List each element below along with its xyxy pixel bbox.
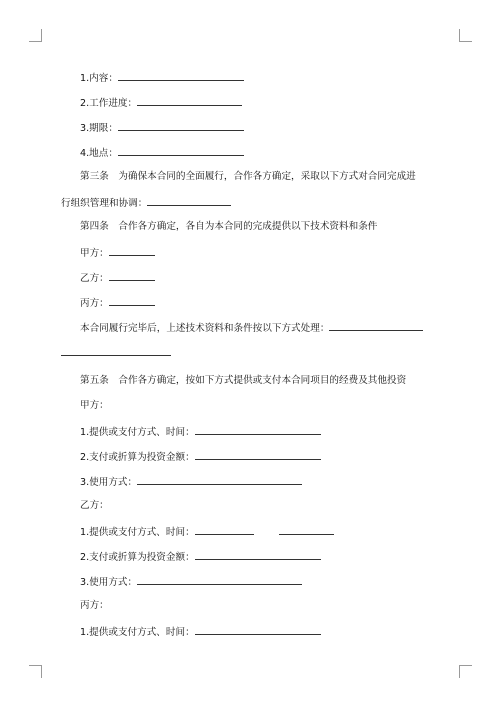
term-item [80, 120, 244, 135]
investment-amount-label: 2.支付或折算为投资金额： [80, 452, 195, 463]
payment-method-blank[interactable] [195, 524, 254, 535]
usage-blank[interactable] [137, 574, 302, 585]
party-a-label: 甲方： [80, 248, 109, 259]
party-c-materials [80, 295, 155, 310]
progress-blank[interactable] [137, 95, 242, 106]
party-a-materials [80, 245, 155, 260]
party-a-investment-amount [80, 449, 321, 464]
party-b-payment-method [80, 524, 334, 539]
crop-mark-bottom-right [459, 665, 472, 678]
investment-amount-label: 2.支付或折算为投资金额： [80, 552, 195, 563]
party-a-payment-method [80, 424, 321, 439]
article-3-text: 第三条 为确保本合同的全面履行，合作各方确定，采取以下方式对合同完成进 [80, 171, 416, 182]
party-b-blank[interactable] [109, 270, 155, 281]
content-label: 1.内容： [80, 73, 118, 84]
materials-disposal [80, 320, 423, 335]
party-c-blank[interactable] [109, 295, 155, 306]
materials-disposal-label: 本合同履行完毕后，上述技术资料和条件按以下方式处理： [80, 323, 330, 334]
article-3-continuation [61, 195, 231, 210]
article-4-text: 第四条 合作各方确定，各自为本合同的完成提供以下技术资料和条件 [80, 221, 378, 232]
payment-method-blank[interactable] [195, 424, 321, 435]
section-party-b: 乙方： [80, 500, 109, 511]
payment-method-blank[interactable] [195, 624, 321, 635]
crop-mark-top-left [29, 29, 42, 42]
payment-method-label: 1.提供或支付方式、时间： [80, 427, 195, 438]
party-b-label: 乙方： [80, 273, 109, 284]
content-item [80, 70, 244, 85]
party-c-payment-method [80, 624, 321, 639]
payment-method-label: 1.提供或支付方式、时间： [80, 627, 195, 638]
usage-label: 3.使用方式： [80, 477, 138, 488]
coordination-label: 行组织管理和协调： [61, 198, 148, 209]
crop-mark-top-right [459, 29, 472, 42]
term-blank[interactable] [118, 120, 244, 131]
party-b-usage [80, 574, 302, 589]
location-item [80, 145, 244, 160]
location-blank[interactable] [118, 145, 244, 156]
term-label: 3.期限： [80, 123, 118, 134]
investment-amount-blank[interactable] [195, 449, 321, 460]
progress-item [80, 95, 242, 110]
party-b-materials [80, 270, 155, 285]
investment-amount-blank[interactable] [195, 549, 321, 560]
party-b-investment-amount [80, 549, 321, 564]
coordination-blank[interactable] [147, 195, 231, 206]
materials-disposal-continuation [61, 345, 171, 360]
usage-blank[interactable] [137, 474, 302, 485]
materials-disposal-blank-2[interactable] [61, 345, 171, 356]
party-c-label: 丙方： [80, 298, 109, 309]
party-a-blank[interactable] [109, 245, 155, 256]
materials-disposal-blank[interactable] [329, 320, 423, 331]
location-label: 4.地点： [80, 148, 118, 159]
crop-mark-bottom-left [29, 665, 42, 678]
payment-method-label: 1.提供或支付方式、时间： [80, 527, 195, 538]
section-party-c: 丙方： [80, 600, 109, 611]
content-blank[interactable] [118, 70, 244, 81]
article-5-text: 第五条 合作各方确定，按如下方式提供或支付本合同项目的经费及其他投资 [80, 375, 407, 386]
party-a-usage [80, 474, 302, 489]
section-party-a: 甲方： [80, 400, 109, 411]
progress-label: 2.工作进度： [80, 98, 138, 109]
usage-label: 3.使用方式： [80, 577, 138, 588]
payment-method-blank-2[interactable] [279, 524, 334, 535]
